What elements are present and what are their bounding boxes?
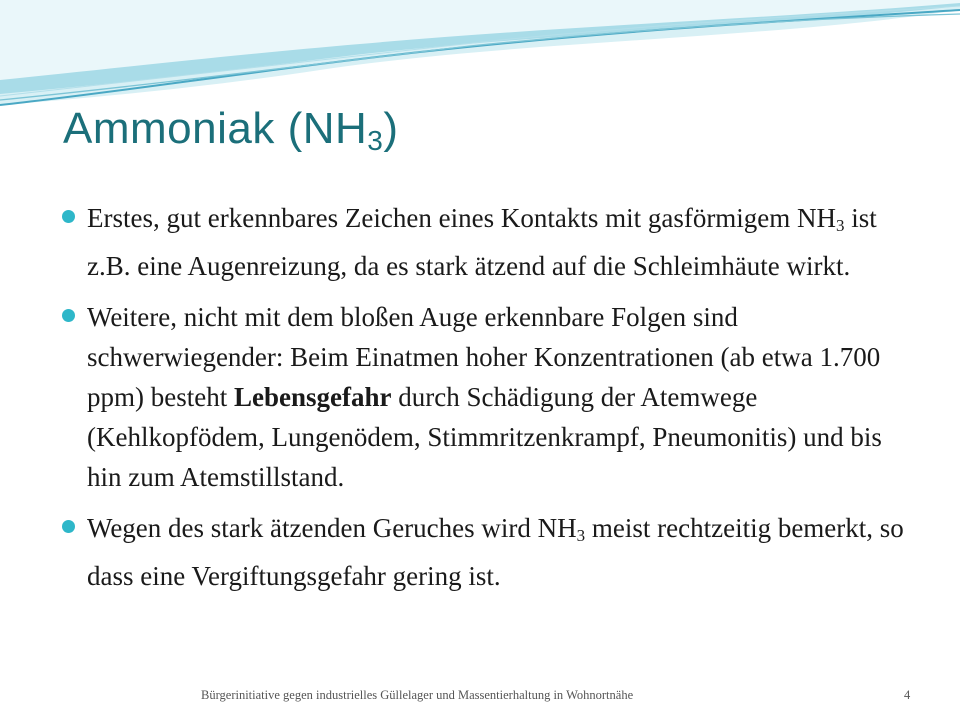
bullet-3-part-1: Wegen des stark ätzenden Geruches wird NH: [87, 513, 577, 543]
bullet-1-subscript: 3: [836, 216, 845, 235]
title-end: ): [383, 104, 399, 153]
bullet-2-part-2: durch Schädigung der Atemwege (Kehlkopfödem, Lungenödem, Stimmritzenkrampf, Pneumonitis) und bis hin zum Atemstillstand.: [87, 382, 882, 492]
bullet-1-part-1: Erstes, gut erkennbares Zeichen eines Kontakts mit gasförmigem NH: [87, 203, 837, 233]
footer-text: Bürgerinitiative gegen industrielles Güllelager und Massentierhaltung in Wohnortnähe: [201, 688, 634, 702]
bullet-1-part-2: ist z.B. eine Augenreizung, da es stark ätzend auf die Schleimhäute wirkt.: [87, 203, 877, 281]
bullet-dot-icon: [62, 309, 75, 322]
title-text: Ammoniak (NH: [63, 104, 368, 153]
bullet-dot-icon: [62, 520, 75, 533]
header-wave-decoration: [0, 0, 960, 120]
bullet-dot-icon: [62, 210, 75, 223]
slide-title: [63, 104, 399, 157]
bullet-item-2: [62, 297, 922, 497]
bullet-2-bold: Lebensgefahr: [233, 382, 392, 412]
bullet-2-part-1: Weitere, nicht mit dem bloßen Auge erkennbare Folgen sind schwerwiegender: Beim Einatmen hoher Konzentrationen (ab etwa 1.700 ppm) besteht: [87, 302, 881, 412]
bullet-3-part-2: meist rechtzeitig bemerkt, so dass eine Vergiftungsgefahr gering ist.: [87, 513, 904, 591]
bullet-3-subscript: 3: [576, 526, 586, 545]
bullet-list: [62, 198, 922, 607]
bullet-item-1: [62, 198, 922, 286]
bullet-item-3: [62, 508, 922, 596]
page-number: 4: [904, 688, 911, 702]
title-subscript: 3: [367, 125, 384, 156]
